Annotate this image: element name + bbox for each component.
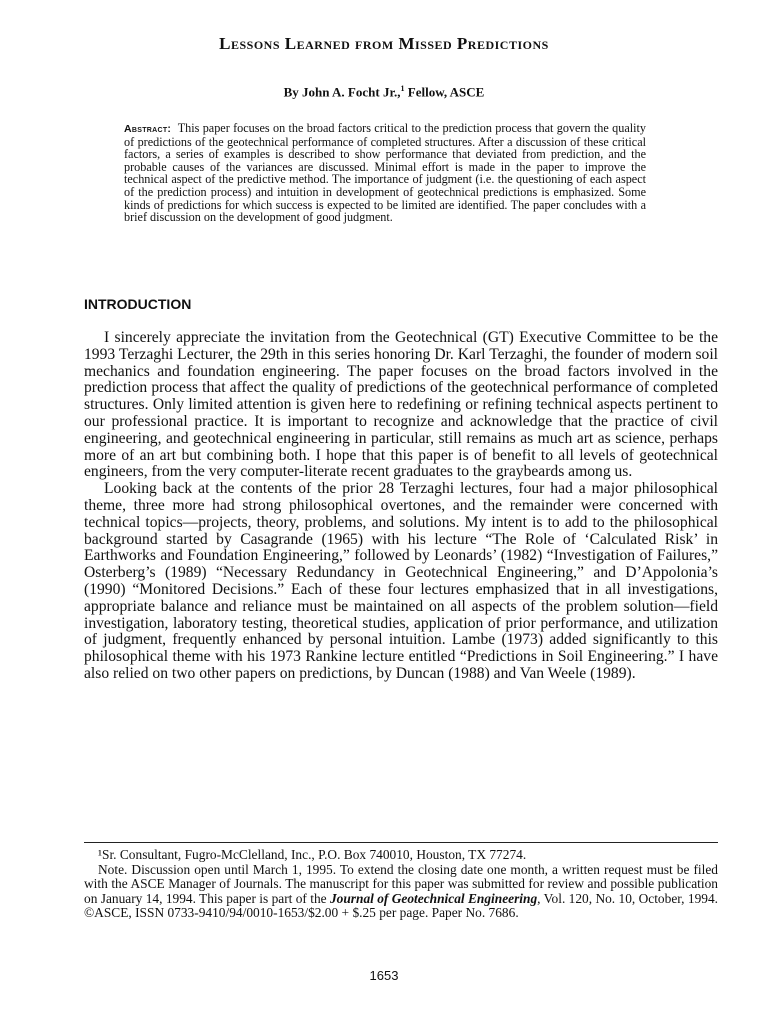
author-affiliation: Fellow, ASCE — [404, 84, 485, 100]
body-text — [84, 330, 718, 683]
page-number: 1653 — [369, 968, 399, 983]
footnote-affiliation: ¹Sr. Consultant, Fugro-McClelland, Inc., P.O. Box 740010, Houston, TX 77274. — [98, 847, 527, 862]
footnote — [84, 848, 718, 921]
abstract-text: This paper focuses on the broad factors critical to the prediction process that govern the quality of predictions of the geotechnical performance of completed structures. After a discussion of these critical factors, a series of examples is described to show performance that deviated from prediction, and the probable causes of the variances are discussed. Minimal effort is made in the paper to improve the technical aspect of the predictive method. The importance of judgment (i.e. the questioning of each aspect of the prediction process) and intuition in development of geotechnical predictions is emphasized. Some kinds of predictions for which success is expected to be limited are identified. The paper concludes with a brief discussion on the development of good judgment. — [124, 121, 646, 225]
journal-name: Journal of Geotechnical Engineering — [329, 890, 538, 906]
paper-title: Lessons Learned from Missed Predictions — [219, 34, 549, 53]
byline — [0, 84, 768, 100]
author-footnote-marker: 1 — [400, 84, 405, 93]
author-name: By John A. Focht Jr., — [283, 84, 401, 100]
paragraph: Looking back at the contents of the prior 28 Terzaghi lectures, four had a major philosophical theme, three more had strong philosophical overtones, and the remainder were concerned with technical topics—projects, theory, problems, and solutions. My intent is to add to the philosophical background started by Casagrande (1965) with his lecture “The Role of ‘Calculated Risk’ in Earthworks and Foundation Engineering,” followed by Leonards’ (1982) “Investigation of Failures,” Osterberg’s (1989) “Necessary Redundancy in Geotechnical Engineering,” and D’Appolonia’s (1990) “Monitored Decisions.” Each of these four lectures emphasized that in all investigations, appropriate balance and reliance must be maintained on all aspects of the problem solution—field investigation, laboratory testing, theoretical studies, application of prior performance, and utilization of judgment, frequently enhanced by personal intuition. Lambe (1973) added significantly to this philosophical theme with his 1973 Rankine lecture entitled “Predictions in Soil Engineering.” I have also relied on two other papers on predictions, by Duncan (1988) and Van Weele (1989). — [84, 480, 718, 682]
paragraph: I sincerely appreciate the invitation from the Geotechnical (GT) Executive Committee to be the 1993 Terzaghi Lecturer, the 29th in this series honoring Dr. Karl Terzaghi, the founder of modern soil mechanics and foundation engineering. The paper focuses on the broad factors involved in the prediction process that affect the quality of predictions of the geotechnical performance of completed structures. Only limited attention is given here to redefining or refining technical aspects pertinent to our professional practice. It is important to recognize and acknowledge that the practice of civil engineering, and geotechnical engineering in particular, still remains as much art as science, perhaps more of an art but combining both. I hope that this paper is of benefit to all levels of geotechnical engineers, from the very computer-literate recent graduates to the graybeards among us. — [84, 329, 718, 481]
abstract — [124, 122, 646, 224]
footnote-note — [84, 863, 718, 921]
footnote-divider — [84, 842, 718, 843]
footnote-note-text: Note. Discussion open until March 1, 1995. To extend the closing date one month, a written request must be filed with the ASCE Manager of Journals. The manuscript for this paper was submitted for review and possible publication on January 14, 1994. This paper is part of the — [84, 861, 718, 906]
footnote-note-tail: , Vol. 120, No. 10, October, 1994. ©ASCE, ISSN 0733-9410/94/0010-1653/$2.00 + $.25 per page. Paper No. 7686. — [84, 890, 719, 921]
abstract-label: Abstract: — [124, 123, 172, 135]
section-heading: INTRODUCTION — [84, 296, 192, 312]
